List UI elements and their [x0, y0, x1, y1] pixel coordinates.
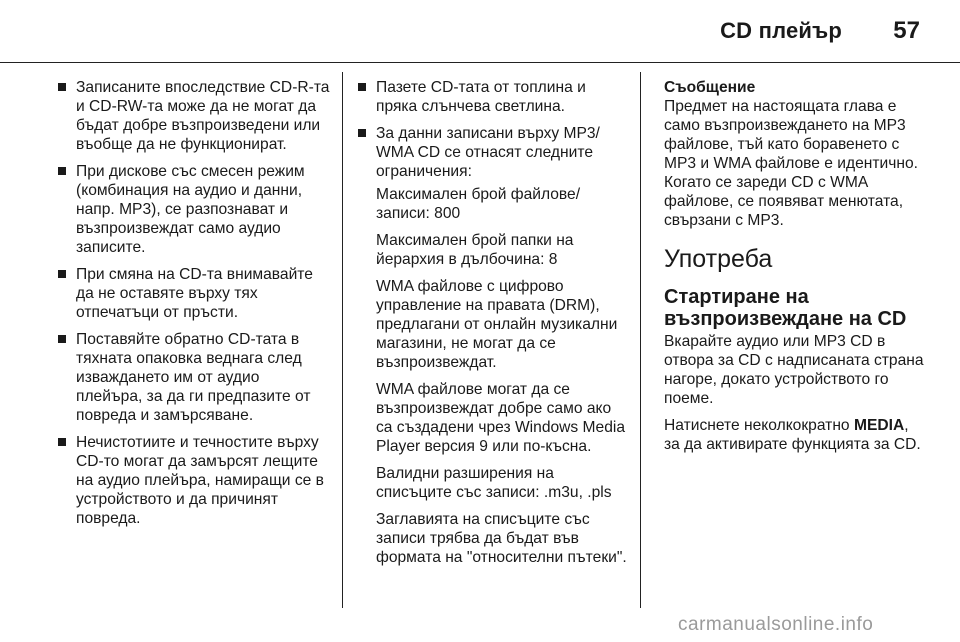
list-item-text: Пазете CD-тата от топлина и пряка слънчева светлина.: [376, 79, 586, 115]
watermark: carmanualsonline.info: [678, 614, 874, 635]
column-3: [664, 78, 926, 462]
list-item-text: При дискове със смесен режим (комбинация на аудио и данни, напр. MP3), се разпознават и възпроизвеждат само аудио записите.: [76, 163, 305, 256]
page-header: [0, 0, 960, 63]
media-button-paragraph: [664, 416, 926, 454]
bullet-square-icon: [58, 167, 66, 175]
bullet-square-icon: [58, 83, 66, 91]
bullet-square-icon: [58, 335, 66, 343]
list-item: [58, 265, 330, 322]
note-text: Предмет на настоящата глава е само възпроизвеждането на MP3 файлове, тъй като боравенето с MP3 и WMA файлове е идентично. Когато се зареди CD с WMA файлове, се появяват менютата, свързани с MP3.: [664, 98, 918, 229]
section-title: Употреба: [664, 245, 773, 273]
bullet-square-icon: [358, 83, 366, 91]
bullet-square-icon: [58, 438, 66, 446]
list-item: [358, 124, 630, 181]
list-item-text: Поставяйте обратно CD-тата в тяхната опаковка веднага след изваждането им от аудио плейъра, за да ги предпазите от повреда и замърсяване.: [76, 331, 311, 424]
column-divider-2: [640, 72, 641, 608]
list-item: [58, 433, 330, 528]
list-item-text: Записаните впоследствие CD-R-та и CD-RW-та може да не могат да бъдат добре възпроизведени или въобще да не функционират.: [76, 79, 330, 153]
mp3-restrictions-list: [358, 78, 630, 181]
paragraph-text: Натиснете неколкократно: [664, 417, 854, 434]
restriction-playlist-extensions: Валидни разширения на списъците със записи: .m3u, .pls: [376, 465, 612, 501]
restriction-drm: WMA файлове с цифрово управление на правата (DRM), предлагани от онлайн музикални магазини, не могат да се възпроизвеждат.: [376, 278, 618, 371]
restriction-max-folders: Максимален брой папки на йерархия в дълбочина: 8: [376, 232, 574, 268]
restriction-playlist-paths: Заглавията на списъците със записи трябва да бъдат във формата на "относителни пътеки".: [376, 511, 627, 566]
list-item-text: При смяна на CD-та внимавайте да не оставяте върху тях отпечатъци от пръсти.: [76, 266, 313, 321]
column-divider-1: [342, 72, 343, 608]
list-item: [58, 162, 330, 257]
list-item: [58, 78, 330, 154]
chapter-title: CD плейър: [720, 18, 842, 43]
list-item-text: За данни записани върху MP3/ WMA CD се отнасят следните ограничения:: [376, 125, 600, 180]
bullet-square-icon: [58, 270, 66, 278]
restriction-max-files: Максимален брой файлове/ записи: 800: [376, 186, 581, 222]
cd-care-list: [58, 78, 330, 528]
page-number: 57: [893, 17, 920, 44]
list-item: [58, 330, 330, 425]
paragraph-text: , за да активирате функцията за CD.: [664, 417, 921, 453]
media-button-label: MEDIA: [853, 417, 905, 434]
note-title: Съобщение: [664, 79, 756, 96]
insert-cd-paragraph: Вкарайте аудио или MP3 CD в отвора за CD с надписаната страна нагоре, докато устройството го поеме.: [664, 333, 924, 407]
subsection-title: Стартиране на възпроизвеждане на CD: [664, 286, 907, 330]
column-1: [58, 78, 330, 536]
list-item-text: Нечистотиите и течностите върху CD-то могат да замърсят лещите на аудио плейъра, намиращи се в устройството и да причинят повреда.: [76, 434, 324, 527]
list-item: [358, 78, 630, 116]
column-2: [358, 78, 630, 575]
bullet-square-icon: [358, 129, 366, 137]
restriction-wma-version: WMA файлове могат да се възпроизвеждат добре само ако са създадени чрез Windows Media Player версия 9 или по-късна.: [376, 381, 626, 455]
